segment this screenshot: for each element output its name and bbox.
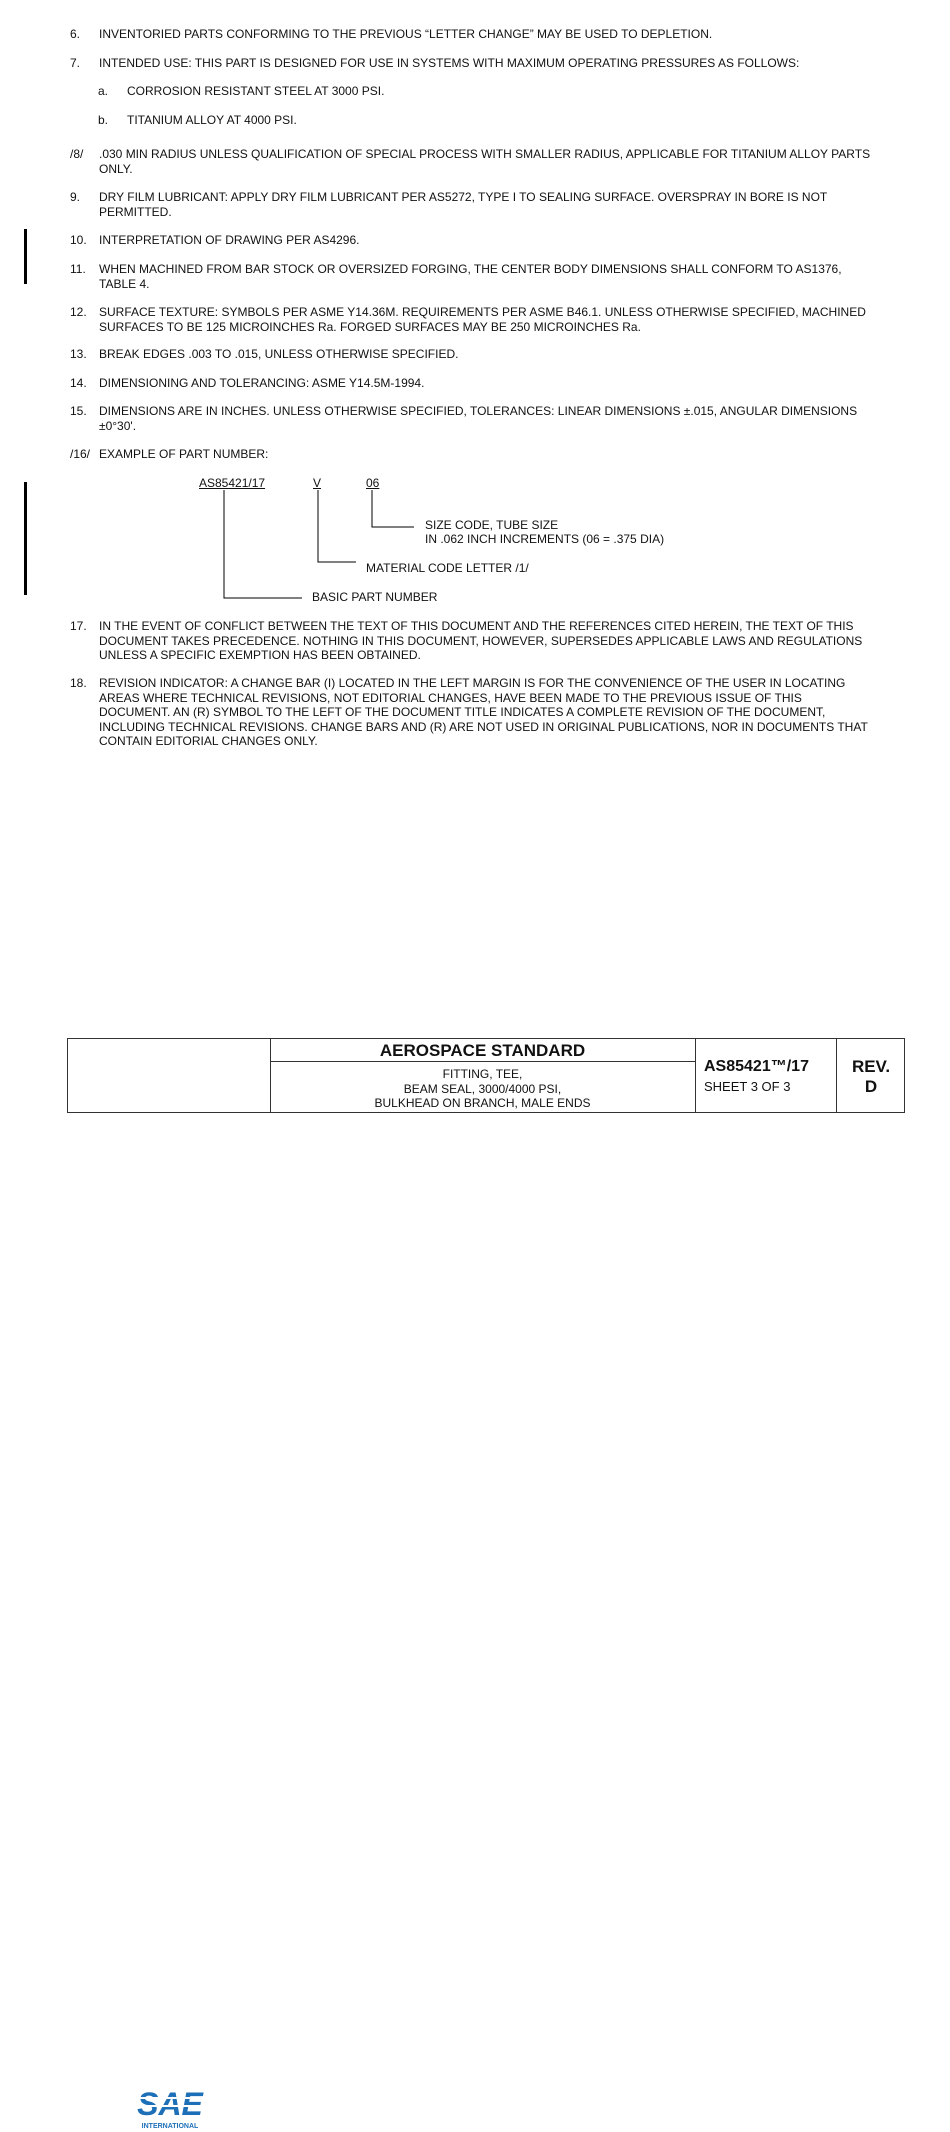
part-description [270, 1067, 695, 1111]
note-text: REVISION INDICATOR: A CHANGE BAR (I) LOCATED IN THE LEFT MARGIN IS FOR THE CONVENIENCE OF THE USER IN LOCATING AREAS WHERE TECHNICAL REVISIONS, NOT EDITORIAL CHANGES, HAVE BEEN MADE TO THE PREVIOUS ISSUE OF THIS DOCUMENT. AN (R) SYMBOL TO THE LEFT OF THE DOCUMENT TITLE INDICATES A COMPLETE REVISION OF THE DOCUMENT, INCLUDING TECHNICAL REVISIONS. CHANGE BARS AND (R) ARE NOT USED IN ORIGINAL PUBLICATIONS, NOR IN DOCUMENTS THAT CONTAIN EDITORIAL CHANGES ONLY. [99, 676, 868, 748]
note-number: 13. [70, 347, 87, 361]
note-number: 11. [70, 262, 86, 276]
basic-leader-line [224, 490, 302, 598]
note-number: 12. [70, 305, 87, 319]
note-text: DIMENSIONING AND TOLERANCING: ASME Y14.5M-1994. [99, 376, 425, 390]
size-code-increment-label: IN .062 INCH INCREMENTS (06 = .375 DIA) [425, 532, 665, 546]
sae-logo-wordmark: SAE [137, 2086, 203, 2122]
note-text: INVENTORIED PARTS CONFORMING TO THE PREVIOUS “LETTER CHANGE” MAY BE USED TO DEPLETION. [99, 27, 713, 41]
material-code-label: MATERIAL CODE LETTER /1/ [366, 561, 529, 575]
note-text: .030 MIN RADIUS UNLESS QUALIFICATION OF SPECIAL PROCESS WITH SMALLER RADIUS, APPLICABLE FOR TITANIUM ALLOY PARTS ONLY. [99, 147, 871, 176]
note-text: IN THE EVENT OF CONFLICT BETWEEN THE TEXT OF THIS DOCUMENT AND THE REFERENCES CITED HEREIN, THE TEXT OF THIS DOCUMENT TAKES PRECEDENCE. NOTHING IN THIS DOCUMENT, HOWEVER, SUPERSEDES APPLICABLE LAWS AND REGULATIONS UNLESS A SPECIFIC EXEMPTION HAS BEEN OBTAINED. [99, 619, 863, 662]
note-number: 6. [70, 27, 81, 41]
note-text: DIMENSIONS ARE IN INCHES. UNLESS OTHERWISE SPECIFIED, TOLERANCES: LINEAR DIMENSIONS ±.015, ANGULAR DIMENSIONS ±0°30'. [99, 404, 858, 433]
description-line: BEAM SEAL, 3000/4000 PSI, [403, 1081, 562, 1096]
standard-heading: AEROSPACE STANDARD [270, 1039, 695, 1062]
note-17 [70, 619, 875, 663]
revision-value: D [864, 1077, 878, 1096]
revision-label: REV. [851, 1057, 891, 1076]
sae-logo [135, 2084, 205, 2132]
note-text: INTENDED USE: THIS PART IS DESIGNED FOR USE IN SYSTEMS WITH MAXIMUM OPERATING PRESSURES AS FOLLOWS: [99, 56, 800, 70]
subnote-text: CORROSION RESISTANT STEEL AT 3000 PSI. [127, 84, 385, 98]
note-number: /8/ [70, 147, 84, 161]
basic-part-label: BASIC PART NUMBER [312, 590, 438, 604]
note-number: 15. [70, 404, 87, 418]
size-code: 06 [366, 476, 380, 490]
note-text: SURFACE TEXTURE: SYMBOLS PER ASME Y14.36M. REQUIREMENTS PER ASME B46.1. UNLESS OTHERWISE SPECIFIED, MACHINED SURFACES TO BE 125 MICROINCHES Ra. FORGED SURFACES MAY BE 250 MICROINCHES Ra. [99, 305, 866, 334]
note-number: /16/ [70, 447, 91, 461]
subnote-letter: b. [98, 113, 109, 127]
material-code: V [313, 476, 322, 490]
subnote-letter: a. [98, 84, 109, 98]
subnote-text: TITANIUM ALLOY AT 4000 PSI. [127, 113, 297, 127]
description-line: BULKHEAD ON BRANCH, MALE ENDS [374, 1096, 591, 1110]
note-number: 14. [70, 376, 87, 390]
document-number: AS85421™/17 [704, 1058, 809, 1075]
note-text: DRY FILM LUBRICANT: APPLY DRY FILM LUBRICANT PER AS5272, TYPE I TO SEALING SURFACE. OVERSPRAY IN BORE IS NOT PERMITTED. [99, 190, 828, 219]
size-leader-line [372, 490, 414, 527]
title-block [67, 1038, 905, 2130]
basic-part-code: AS85421/17 [199, 476, 266, 490]
revision [836, 1057, 906, 1097]
note-number: 7. [70, 56, 81, 70]
note-text: BREAK EDGES .003 TO .015, UNLESS OTHERWISE SPECIFIED. [99, 347, 459, 361]
description-line: FITTING, TEE, [442, 1067, 523, 1081]
note-18 [70, 676, 875, 749]
logo-cell [68, 1039, 271, 1112]
material-leader-line [318, 490, 356, 562]
note-text: WHEN MACHINED FROM BAR STOCK OR OVERSIZED FORGING, THE CENTER BODY DIMENSIONS SHALL CONFORM TO AS1376, TABLE 4. [99, 262, 842, 291]
note-number: 9. [70, 190, 81, 204]
sheet-indicator: SHEET 3 OF 3 [704, 1079, 791, 1094]
note-number: 17. [70, 619, 87, 633]
note-text: EXAMPLE OF PART NUMBER: [99, 447, 269, 461]
sae-logo-subtitle: INTERNATIONAL [141, 2123, 199, 2130]
note-text: INTERPRETATION OF DRAWING PER AS4296. [99, 233, 360, 247]
note-number: 18. [70, 676, 87, 690]
note-number: 10. [70, 233, 87, 247]
size-code-label: SIZE CODE, TUBE SIZE [425, 518, 559, 532]
